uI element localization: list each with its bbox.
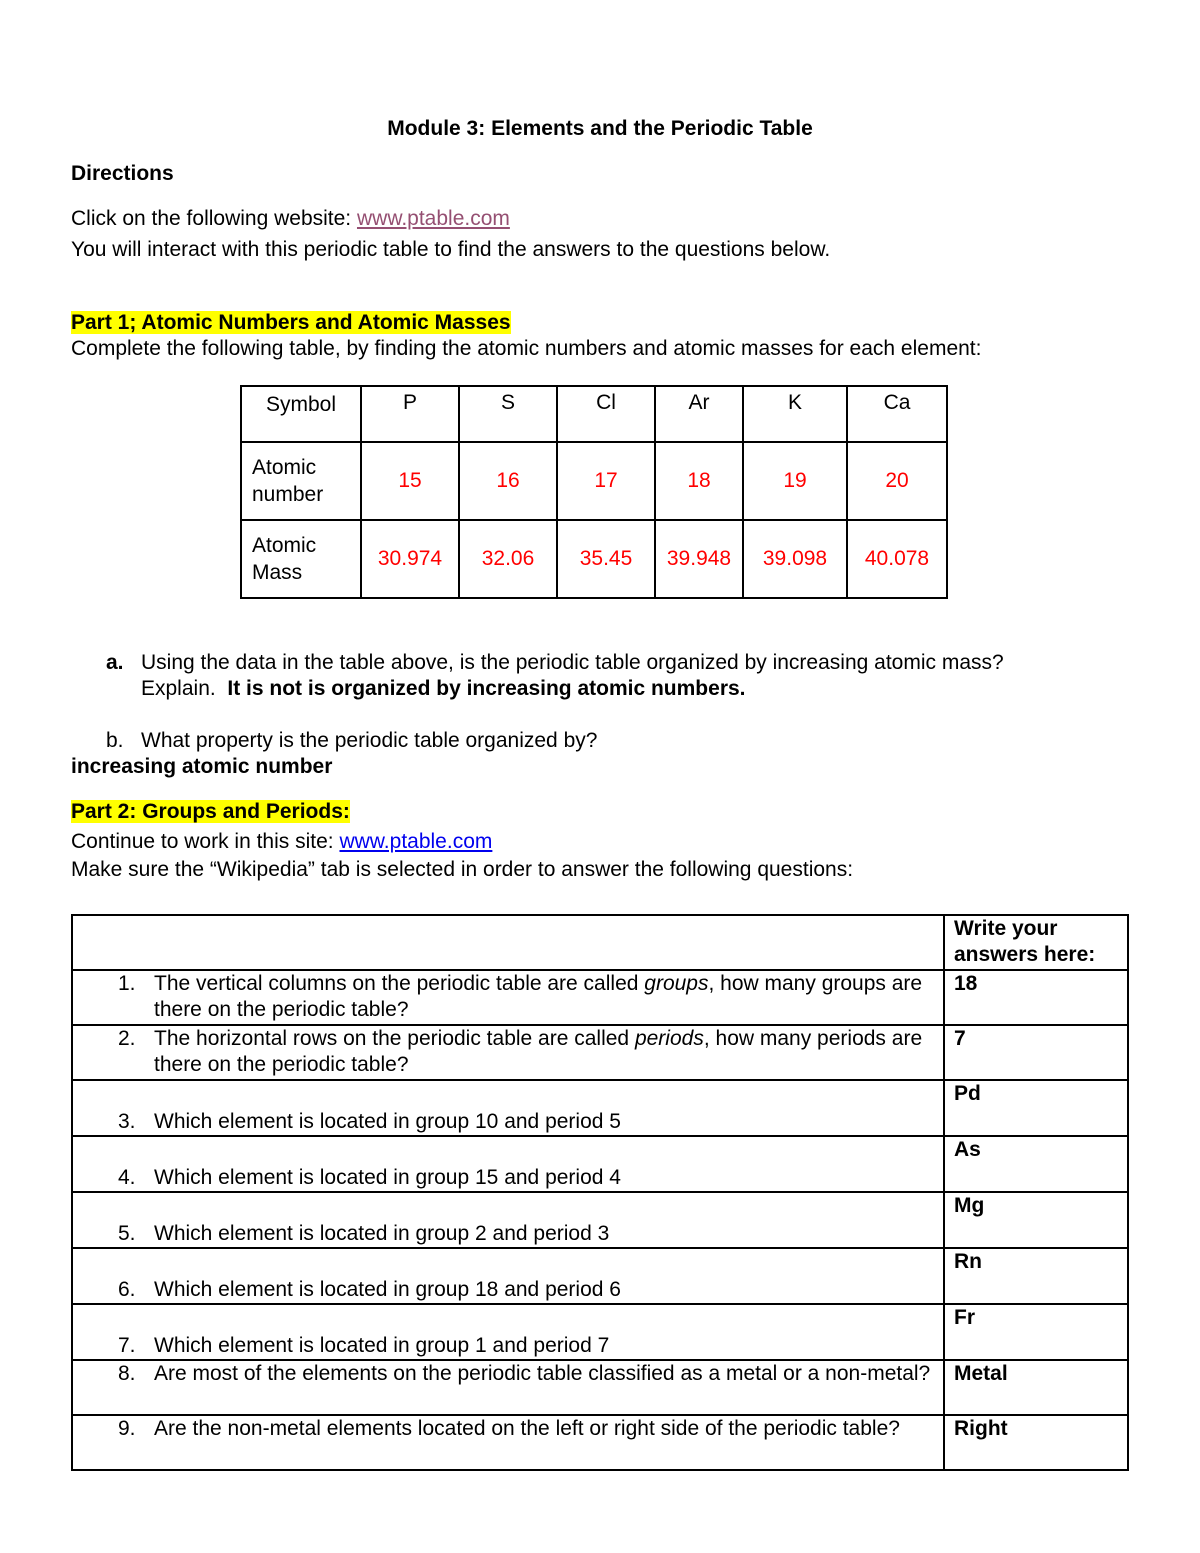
question-text-pre: The vertical columns on the periodic table are called — [154, 972, 645, 995]
table-row — [72, 1080, 1128, 1136]
question-cell — [72, 970, 944, 1025]
answer-header: Write your answers here: — [944, 915, 1128, 970]
question-text-pre: Which element is located in group 10 and period 5 — [154, 1110, 621, 1133]
question-cell — [72, 1080, 944, 1136]
atomic-number-cell: 20 — [847, 442, 947, 520]
question-cell — [72, 1415, 944, 1470]
question-text-pre: Which element is located in group 15 and period 4 — [154, 1166, 621, 1189]
question-text — [154, 1333, 943, 1359]
question-cell — [72, 1360, 944, 1415]
part2-heading-text: Part 2: Groups and Periods: — [71, 800, 350, 823]
table-row — [72, 1304, 1128, 1360]
table-header-row — [72, 915, 1128, 970]
question-text-post: , how many periods are there on the periodic table? — [154, 1027, 923, 1076]
question-number: 7. — [118, 1334, 136, 1357]
header-blank-cell — [72, 915, 944, 970]
symbol-cell: Ca — [847, 386, 947, 442]
directions-line-2: You will interact with this periodic table to find the answers to the questions below. — [71, 238, 831, 261]
symbol-row — [241, 386, 947, 442]
part1-heading-text: Part 1; Atomic Numbers and Atomic Masses — [71, 311, 511, 334]
question-number: 8. — [118, 1362, 136, 1385]
table-row — [72, 1136, 1128, 1192]
question-b-answer: increasing atomic number — [71, 755, 333, 778]
question-number: 5. — [118, 1222, 136, 1245]
page-title: Module 3: Elements and the Periodic Table — [387, 117, 813, 140]
question-number: 6. — [118, 1278, 136, 1301]
part2-line-1 — [71, 829, 492, 855]
answer-cell: Pd — [944, 1080, 1128, 1136]
question-text-pre: Which element is located in group 18 and period 6 — [154, 1278, 621, 1301]
atomic-mass-cell: 39.098 — [743, 520, 847, 598]
question-cell — [72, 1025, 944, 1080]
answer-cell: Right — [944, 1415, 1128, 1470]
question-text — [154, 971, 943, 1023]
question-term: periods — [634, 1027, 704, 1050]
question-number: 3. — [118, 1110, 136, 1133]
answer-cell: Metal — [944, 1360, 1128, 1415]
question-a-line2 — [141, 676, 746, 702]
question-text — [154, 1277, 943, 1303]
question-text — [154, 1416, 943, 1442]
question-number: 2. — [118, 1027, 136, 1050]
atomic-number-cell: 19 — [743, 442, 847, 520]
question-a-explain: Explain. — [141, 677, 216, 700]
question-number: 9. — [118, 1417, 136, 1440]
table-row — [72, 1415, 1128, 1470]
table-row — [72, 970, 1128, 1025]
row-header-atomic-mass: Atomic Mass — [241, 520, 361, 598]
answer-cell: 18 — [944, 970, 1128, 1025]
question-cell — [72, 1248, 944, 1304]
question-text — [154, 1026, 943, 1078]
groups-periods-table — [71, 914, 1129, 1471]
atomic-number-row — [241, 442, 947, 520]
question-a — [106, 650, 1156, 702]
part1-heading — [71, 310, 511, 336]
atomic-number-cell: 16 — [459, 442, 557, 520]
question-text — [154, 1361, 943, 1387]
atomic-mass-cell: 30.974 — [361, 520, 459, 598]
ptable-link[interactable]: www.ptable.com — [356, 207, 510, 230]
question-cell — [72, 1192, 944, 1248]
question-text-pre: The horizontal rows on the periodic table are called — [154, 1027, 635, 1050]
atomic-mass-cell: 39.948 — [655, 520, 743, 598]
question-text-pre: Are most of the elements on the periodic table classified as a metal or a non-metal? — [154, 1362, 931, 1385]
directions-line-1 — [71, 206, 510, 232]
table-row — [72, 1360, 1128, 1415]
table-row — [72, 1025, 1128, 1080]
atomic-number-cell: 17 — [557, 442, 655, 520]
question-b-text: What property is the periodic table organized by? — [141, 729, 598, 752]
atomic-number-cell: 18 — [655, 442, 743, 520]
question-text-pre: Are the non-metal elements located on the left or right side of the periodic table? — [154, 1417, 900, 1440]
symbol-cell: Ar — [655, 386, 743, 442]
answer-cell: 7 — [944, 1025, 1128, 1080]
answer-cell: Fr — [944, 1304, 1128, 1360]
directions-line-1-text: Click on the following website: — [71, 207, 357, 230]
question-cell — [72, 1304, 944, 1360]
symbol-cell: P — [361, 386, 459, 442]
question-text-pre: Which element is located in group 1 and period 7 — [154, 1334, 610, 1357]
part2-line-1-text: Continue to work in this site: — [71, 830, 340, 853]
question-b — [106, 728, 1156, 754]
row-header-atomic-number: Atomic number — [241, 442, 361, 520]
question-b-marker: b. — [106, 729, 124, 752]
table-row — [72, 1192, 1128, 1248]
symbol-cell: K — [743, 386, 847, 442]
symbol-cell: S — [459, 386, 557, 442]
part1-instructions: Complete the following table, by finding the atomic numbers and atomic masses for each element: — [71, 337, 982, 360]
symbol-cell: Cl — [557, 386, 655, 442]
question-cell — [72, 1136, 944, 1192]
part2-heading — [71, 799, 350, 825]
question-number: 4. — [118, 1166, 136, 1189]
atomic-mass-cell: 35.45 — [557, 520, 655, 598]
question-text-post: , how many groups are there on the periodic table? — [154, 972, 923, 1021]
row-header-symbol: Symbol — [241, 386, 361, 442]
atomic-mass-cell: 40.078 — [847, 520, 947, 598]
question-term: groups — [644, 972, 709, 995]
part2-line-2: Make sure the “Wikipedia” tab is selected in order to answer the following questions: — [71, 858, 854, 881]
question-text — [154, 1109, 943, 1135]
question-a-text: Using the data in the table above, is the periodic table organized by increasing atomic mass? — [141, 651, 1004, 674]
question-a-answer: It is not is organized by increasing atomic numbers. — [227, 677, 746, 700]
question-text — [154, 1165, 943, 1191]
question-text-pre: Which element is located in group 2 and period 3 — [154, 1222, 610, 1245]
question-text — [154, 1221, 943, 1247]
table-row — [72, 1248, 1128, 1304]
ptable-link-2[interactable]: www.ptable.com — [339, 830, 493, 853]
atomic-data-table — [240, 385, 948, 599]
directions-heading: Directions — [71, 162, 174, 185]
answer-cell: Rn — [944, 1248, 1128, 1304]
atomic-mass-row — [241, 520, 947, 598]
atomic-mass-cell: 32.06 — [459, 520, 557, 598]
answer-cell: Mg — [944, 1192, 1128, 1248]
atomic-number-cell: 15 — [361, 442, 459, 520]
answer-cell: As — [944, 1136, 1128, 1192]
question-a-marker: a. — [106, 651, 124, 674]
question-number: 1. — [118, 972, 136, 995]
